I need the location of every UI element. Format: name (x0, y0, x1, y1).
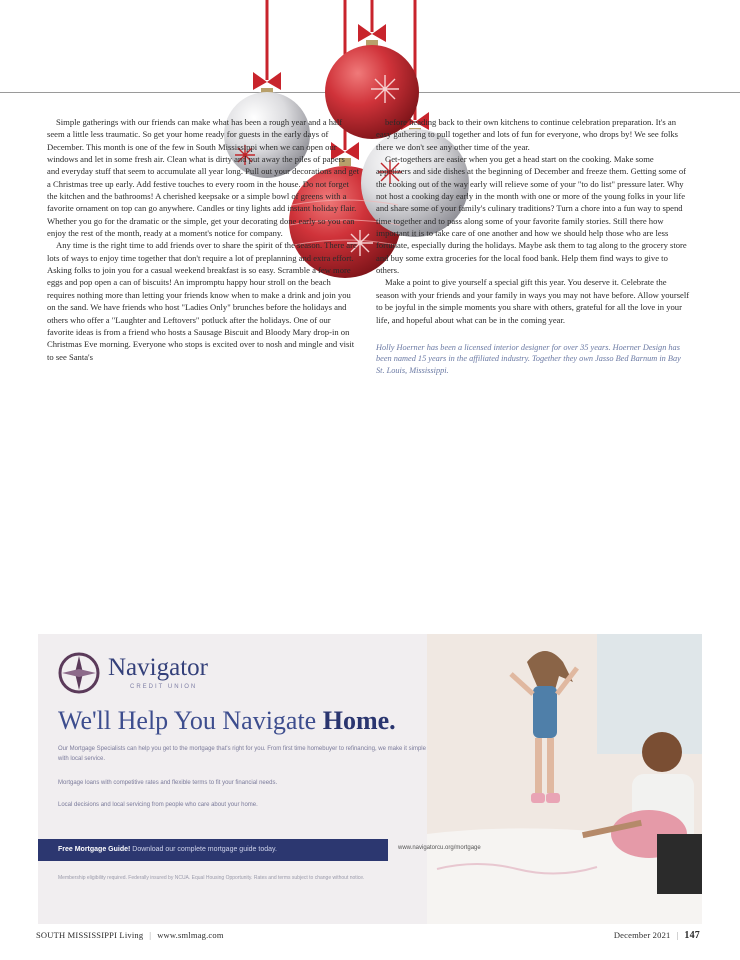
page-number: 147 (684, 930, 700, 941)
ad-copy (58, 744, 438, 810)
article-paragraph: Simple gatherings with our friends can make what has been a rough year and a half seem a little less traumatic. So get your home ready for guests in the early days of December. This month is one of the few in South Mississippi when we can open our windows and let in some fresh air. Clean what is dirty and put away the piles of papers and everyday stuff that seem to accumulate all year long. Pull out your decorations and get a Christmas tree up early. Add festive touches to every room in the house. Do not forget the kitchen and the bathrooms! A cherished keepsake or a simple bowl of greens with a favorite ornament on top can go anywhere. Candles or tiny lights add instant holiday flair. Whether you go for the dramatic or the simple, get your decorating done early so you can enjoy the rest of the month, ready at a moment's notice for company. (47, 117, 359, 239)
article-paragraph: Make a point to give yourself a special gift this year. You deserve it. Celebrate the season with your friends and your family in ways you may not have before. Allow yourself to be joyful in the simple moments you share with others, grateful for all the love in your life, and hopeful about what can be in the coming year. (376, 277, 690, 325)
ad-logo-name: Navigator (108, 654, 208, 681)
article-paragraph: Any time is the right time to add friends over to share the spirit of the season. There are lots of ways to enjoy time together that don't require a lot of preplanning and extra effort. Asking folks to join you for a casual weekend breakfast is so easy. Scramble a few more eggs and pop open a can of biscuits! An impromptu happy hour stroll on the beach requires nothing more than letting your friends know when to make a drink and join you on the sand. We have friends who host "Ladies Only" brunches before the holidays and others who offer a "Laughter and Leftovers" potluck after the holidays. One of our favorite ideas is from a friend who hosts a Sausage Biscuit and Bloody Mary drop-in on Christmas Eve morning. Everyone who stops is excited over to nosh and mingle and visit to see Santa's (47, 240, 357, 362)
ad-copy-line: Local decisions and local servicing from people who care about your home. (58, 802, 258, 808)
page-footer-right: December 2021 | 147 (613, 930, 700, 941)
ad-headline (58, 706, 396, 736)
ad-photo-illustration (427, 634, 702, 924)
ad-photo (427, 634, 702, 924)
article-column-left (47, 116, 359, 363)
article-paragraph: before heading back to their own kitchens to continue celebration preparation. It's an easy gathering to pull together and lots of fun for everyone, who drops by! We see folks there we don't see any other time of the year. (376, 117, 679, 152)
author-bio: Holly Hoerner has been a licensed interior designer for over 35 years. Hoerner Design has been named 15 years in the affiliated industry. Together they own Jasso Bed Barnum in Bay St. Louis, Mississippi. (376, 342, 681, 376)
article-paragraph: Get-togethers are easier when you get a head start on the cooking. Make some appetizers and side dishes at the beginning of December and freeze them. Getting some of the cooking out of the way early will relieve some of your "to do list" pressure later. Why not host a cooking day early in the month with one or more of the young folks in your life and share some of your family's culinary traditions? Turn a chore into a fun way to spend time together and to pass along some of your favorite family stories. Still there how important it is to take care of one another and how we should help those who are less fortunate, especially during the holidays. Maybe ask them to tag along to the grocery store and buy some extra groceries for the local food bank. Help them find ways to give to others. (376, 154, 687, 276)
navigator-compass-logo-icon (58, 652, 100, 694)
ad-website-link[interactable]: www.navigatorcu.org/mortgage (398, 845, 481, 851)
article-column-right (376, 116, 690, 377)
ad-logo-subtitle: CREDIT UNION (130, 684, 198, 690)
ad-fine-print: Membership eligibility required. Federally insured by NCUA. Equal Housing Opportunity. Rates and terms subject to change without notice. (58, 875, 365, 881)
page-footer-left: SOUTH MISSISSIPPI Living | www.smlmag.com (36, 930, 224, 940)
ad-cta-bar[interactable] (38, 839, 388, 861)
ad-copy-line: Our Mortgage Specialists can help you get to the mortgage that's right for you. From first time homebuyer to refinancing, we make it simple with local service. (58, 746, 426, 762)
magazine-name: SOUTH MISSISSIPPI Living (36, 930, 144, 940)
ad-headline-part: We'll Help You Navigate (58, 706, 323, 735)
ad-headline-emphasis: Home. (322, 706, 396, 735)
issue-month: December 2021 (613, 930, 671, 940)
magazine-website: www.smlmag.com (157, 930, 224, 940)
ad-cta-label: Free Mortgage Guide! (58, 846, 131, 853)
ad-cta-text: Download our complete mortgage guide today. (132, 846, 277, 853)
navigator-advertisement[interactable] (38, 634, 702, 924)
ad-copy-line: Mortgage loans with competitive rates and flexible terms to fit your financial needs. (58, 780, 278, 786)
